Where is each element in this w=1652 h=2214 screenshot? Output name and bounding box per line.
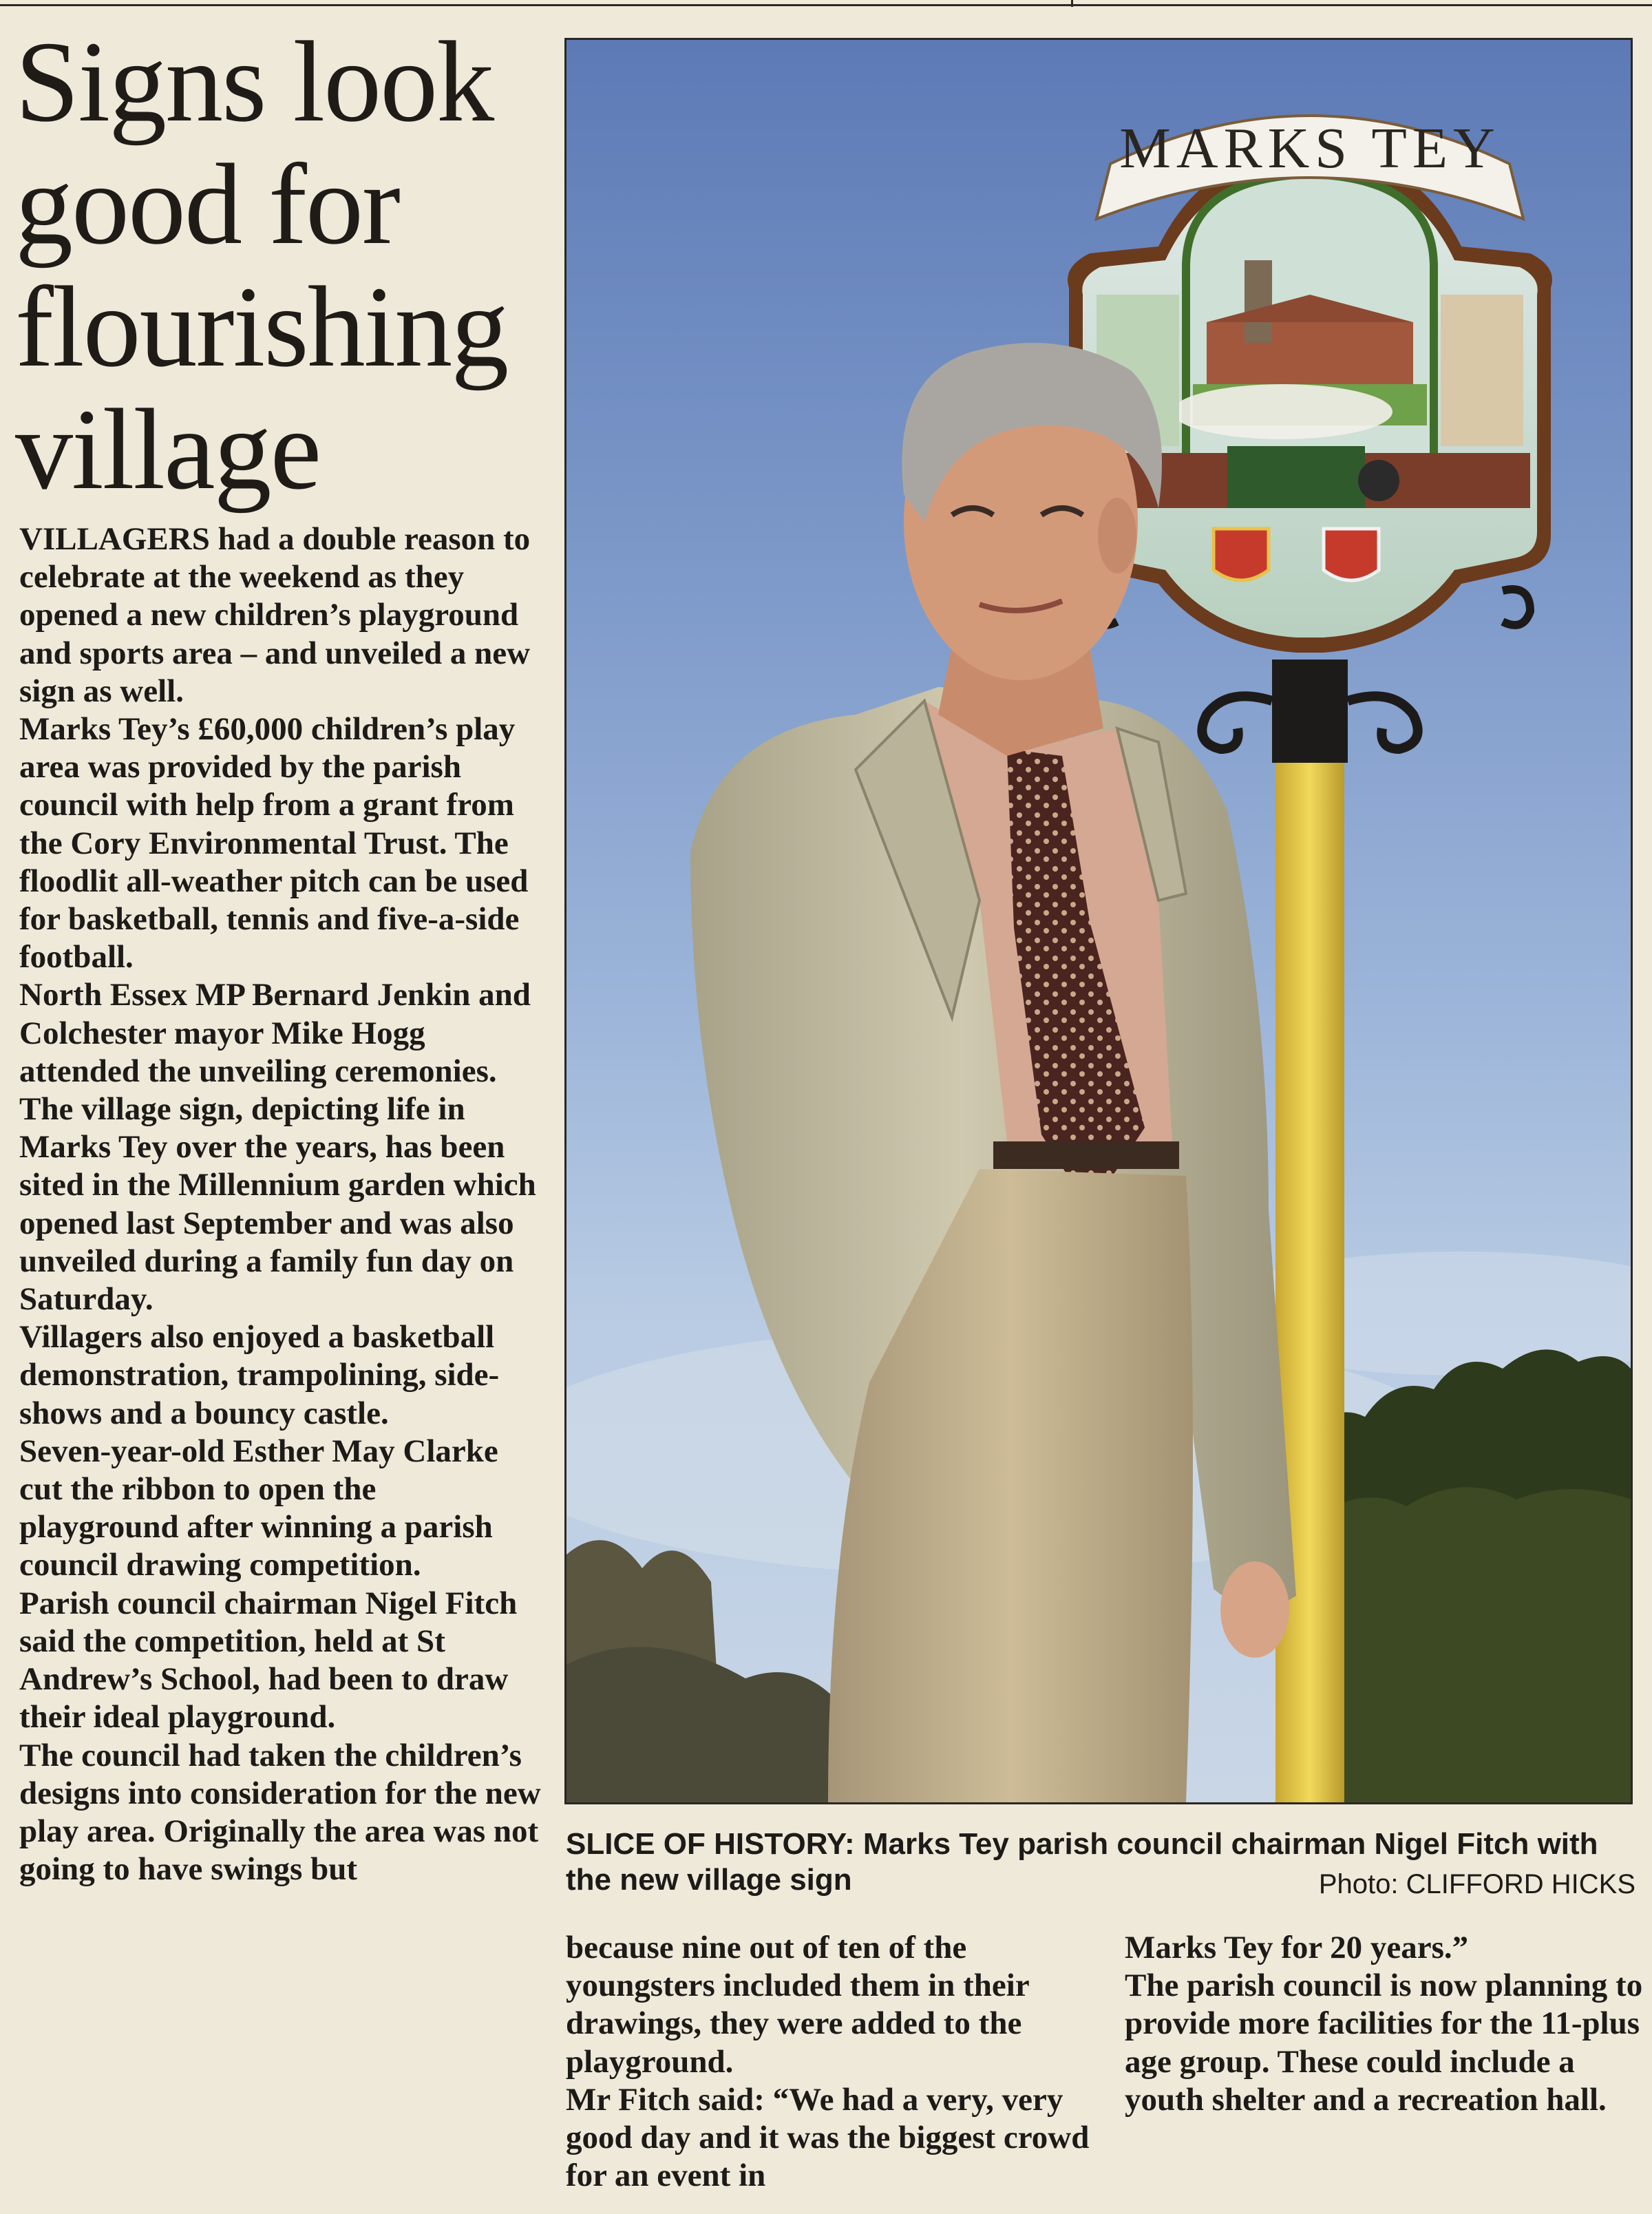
paragraph: Marks Tey’s £60,000 children’s play area was provided by the parish council with help from a grant from the Cory Environmental Trust. The floodlit all-weather pitch can be used for basketball, tennis and five-a-side football.	[19, 711, 529, 976]
church-tower	[1245, 260, 1272, 343]
crest-shield	[1214, 529, 1269, 580]
sign-bracket	[1272, 660, 1348, 763]
steam-cloud	[1172, 384, 1392, 439]
article-column-middle	[566, 1929, 1110, 2195]
paragraph: Parish council chairman Nigel Fitch said the competition, held at St Andrew’s School, had been to draw their ideal playground.	[19, 1585, 518, 1736]
sign-pole	[1275, 756, 1344, 1802]
top-rule	[0, 4, 1652, 6]
caption-kicker: SLICE OF HISTORY:	[566, 1827, 855, 1861]
sign-side-panel	[1441, 295, 1523, 446]
man-ear	[1098, 498, 1136, 573]
paragraph: because nine out of ten of the youngsters included them in their drawings, they were added to the playground.	[566, 1930, 1029, 2080]
lead-rest: had a double reason to celebrate at the weekend as they opened a new children’s playground and sports area – and unveiled a new sign as well.	[19, 521, 531, 709]
man-belt	[993, 1141, 1179, 1169]
top-rule-tick	[1071, 0, 1073, 7]
shrub	[566, 1647, 842, 1802]
locomotive-wheel	[1358, 460, 1399, 501]
lead-paragraph	[19, 520, 542, 710]
photo-credit: Photo: CLIFFORD HICKS	[1318, 1869, 1635, 1899]
ironwork-scroll	[1348, 696, 1418, 749]
photo-illustration	[566, 40, 1631, 1802]
paragraph: Marks Tey for 20 years.”	[1125, 1930, 1469, 1965]
hedge-foliage	[1324, 1487, 1631, 1802]
article-column-left	[19, 520, 542, 1888]
steam-locomotive	[1227, 446, 1365, 508]
paragraph: The parish council is now planning to provide more facilities for the 11-plus age group. These could include a youth shelter and a recreation hall.	[1125, 1968, 1643, 2118]
article-column-right	[1125, 1929, 1648, 2119]
church	[1207, 322, 1413, 384]
paragraph: North Essex MP Bernard Jenkin and Colchester mayor Mike Hogg attended the unveiling ceremonies.	[19, 977, 531, 1089]
crest-shield	[1324, 529, 1379, 580]
sign-lettering: MARKS TEY	[1119, 116, 1501, 180]
headline: Signs look good for flourishing village	[15, 18, 508, 514]
paragraph: Mr Fitch said: “We had a very, very good day and it was the biggest crowd for an event in	[566, 2081, 1090, 2194]
lead-word: VILLAGERS	[19, 521, 210, 557]
photo	[564, 38, 1633, 1804]
caption-text: Marks Tey parish council chairman Nigel Fitch with the new village sign	[566, 1827, 1598, 1897]
ironwork-scroll	[1503, 589, 1530, 625]
ironwork-scroll	[1202, 696, 1272, 749]
man-hand	[1220, 1561, 1289, 1658]
paragraph: The village sign, depicting life in Marks Tey over the years, has been sited in the Millennium garden which opened last September and was also unveiled during a family fun day on Saturday.	[19, 1091, 536, 1318]
paragraph: Seven-year-old Esther May Clarke cut the ribbon to open the playground after winning a parish council drawing competition.	[19, 1433, 498, 1583]
paragraph: The council had taken the children’s designs into consideration for the new play area. Originally the area was not going to have swings but	[19, 1737, 541, 1888]
paragraph: Villagers also enjoyed a basketball demonstration, trampolining, side-shows and a bouncy castle.	[19, 1319, 500, 1431]
